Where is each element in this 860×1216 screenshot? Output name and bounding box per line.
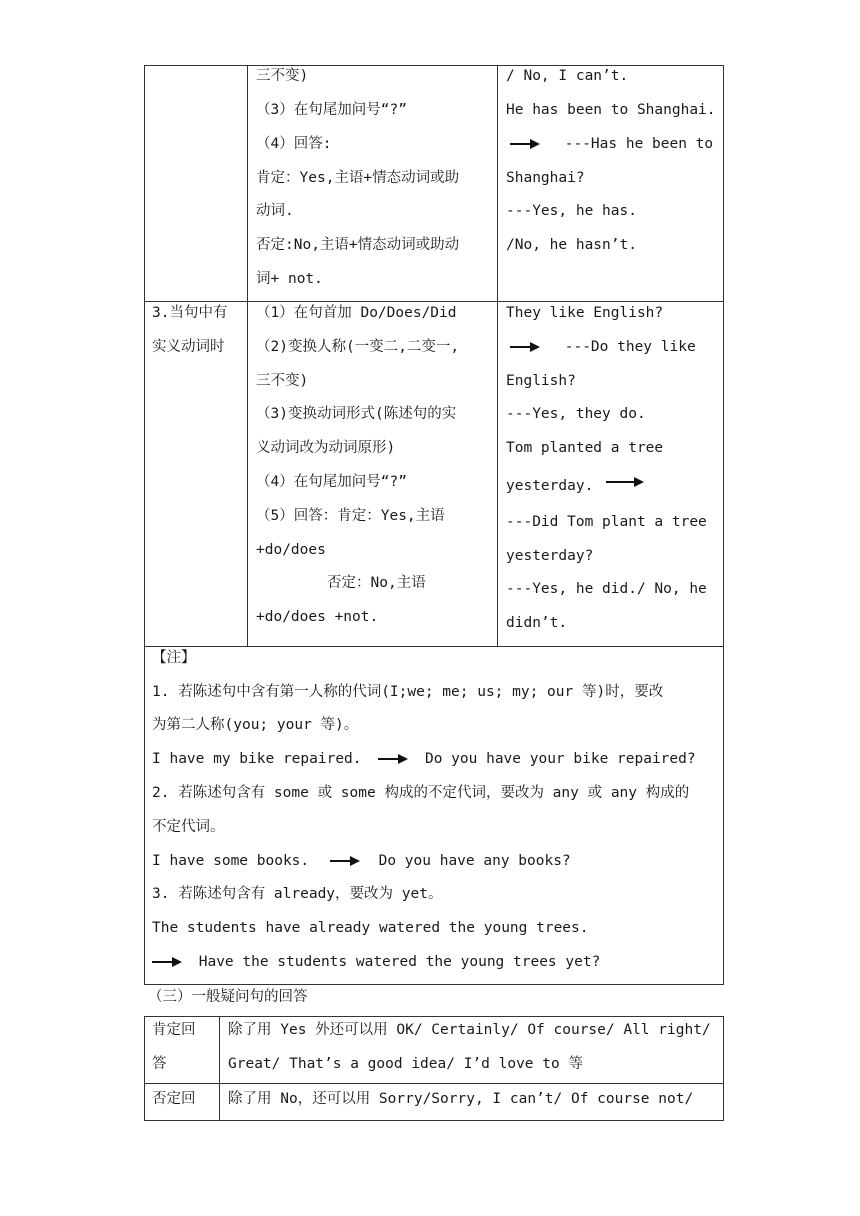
section-heading: （三）一般疑问句的回答: [148, 989, 308, 1005]
answer-type-label: 否定回: [152, 1091, 196, 1107]
example-text: ---Do they like: [564, 339, 696, 355]
example-text: Shanghai?: [506, 170, 585, 186]
answer-text: Great/ That’s a good idea/ I’d love to 等: [228, 1056, 583, 1072]
example-text: He has been to Shanghai.: [506, 102, 716, 118]
case-label: 3.当句中有: [152, 305, 228, 321]
example-text: I have my bike repaired.: [152, 751, 362, 767]
arrow-right-icon: [330, 856, 360, 866]
example-text: didn’t.: [506, 615, 568, 631]
example-text: Do you have any books?: [378, 853, 571, 869]
example-text: ---Yes, he did./ No, he: [506, 581, 707, 597]
rule-text: （3)变换动词形式(陈述句的实: [256, 406, 457, 422]
rule-text: +do/does +not.: [256, 609, 379, 625]
rule-text: 三不变): [256, 68, 309, 84]
answer-text: 除了用 No，还可以用 Sorry/Sorry, I can’t/ Of course not/: [228, 1091, 694, 1107]
example-text: ---Yes, he has.: [506, 203, 637, 219]
example-text: Have the students watered the young trees yet?: [198, 954, 601, 970]
example-text: They like English?: [506, 305, 664, 321]
table-column-divider: [247, 65, 248, 646]
table-border-top: [144, 1016, 724, 1017]
arrow-right-icon: [510, 139, 540, 149]
rule-text: （4）在句尾加问号“?”: [256, 474, 407, 490]
note-title: 【注】: [152, 650, 196, 666]
rule-text: 动词.: [256, 203, 294, 219]
example-text: ---Did Tom plant a tree: [506, 514, 707, 530]
rule-text: 三不变): [256, 373, 309, 389]
arrow-right-icon: [510, 342, 540, 352]
table-row-divider: [144, 1083, 724, 1084]
table-border-top: [144, 65, 724, 66]
note-text: 3. 若陈述句含有 already，要改为 yet。: [152, 886, 443, 902]
example-text: English?: [506, 373, 576, 389]
example-text: Tom planted a tree: [506, 440, 664, 456]
note-example: The students have already watered the young trees.: [152, 920, 589, 936]
table-row-divider: [144, 301, 724, 302]
example-line: [510, 337, 696, 357]
table-border-left: [144, 1016, 145, 1120]
rule-text: 义动词改为动词原形): [256, 440, 396, 456]
rule-text: （2)变换人称(一变二,二变一,: [256, 339, 460, 355]
example-text: ---Yes, they do.: [506, 406, 646, 422]
rule-text: 词+ not.: [256, 271, 323, 287]
note-text: 为第二人称(you; your 等)。: [152, 717, 359, 733]
example-text: yesterday?: [506, 548, 594, 564]
case-label: 实义动词时: [152, 339, 225, 355]
rule-text: （4）回答:: [256, 136, 332, 152]
example-text: I have some books.: [152, 853, 310, 869]
answer-type-label: 答: [152, 1056, 167, 1072]
example-line: [510, 134, 713, 154]
example-text: Do you have your bike repaired?: [424, 751, 696, 767]
table-column-divider: [219, 1016, 220, 1120]
example-text: /No, he hasn’t.: [506, 237, 637, 253]
arrow-right-icon: [378, 754, 408, 764]
note-example: [152, 749, 696, 769]
note-text: 2. 若陈述句含有 some 或 some 构成的不定代词，要改为 any 或 any 构成的: [152, 785, 690, 801]
rule-text: 肯定：Yes,主语+情态动词或助: [256, 170, 460, 186]
example-line: [506, 476, 644, 496]
table-border-bottom: [144, 984, 724, 985]
table-border-bottom: [144, 1120, 724, 1121]
rule-text: +do/does: [256, 542, 326, 558]
rule-text: （1）在句首加 Do/Does/Did: [256, 305, 457, 321]
arrow-right-icon: [606, 477, 644, 487]
rule-text: （3）在句尾加问号“?”: [256, 102, 407, 118]
example-text: yesterday.: [506, 478, 594, 494]
answer-text: 除了用 Yes 外还可以用 OK/ Certainly/ Of course/ All right/: [228, 1022, 711, 1038]
example-text: ---Has he been to: [564, 136, 714, 152]
example-text: / No, I can’t.: [506, 68, 629, 84]
answer-type-label: 肯定回: [152, 1022, 196, 1038]
table-border-right: [723, 1016, 724, 1120]
table-border-right: [723, 65, 724, 984]
rule-text: （5）回答：肯定：Yes,主语: [256, 508, 445, 524]
table-column-divider: [497, 65, 498, 646]
rule-text: 否定:No,主语+情态动词或助动: [256, 237, 460, 253]
note-example: [152, 952, 600, 972]
note-text: 不定代词。: [152, 819, 225, 835]
note-text: 1. 若陈述句中含有第一人称的代词(I;we; me; us; my; our 等)时，要改: [152, 684, 664, 700]
note-example: [152, 851, 571, 871]
table-border-left: [144, 65, 145, 984]
arrow-right-icon: [152, 957, 182, 967]
rule-text: 否定：No,主语: [327, 575, 426, 591]
table-row-divider: [144, 646, 724, 647]
